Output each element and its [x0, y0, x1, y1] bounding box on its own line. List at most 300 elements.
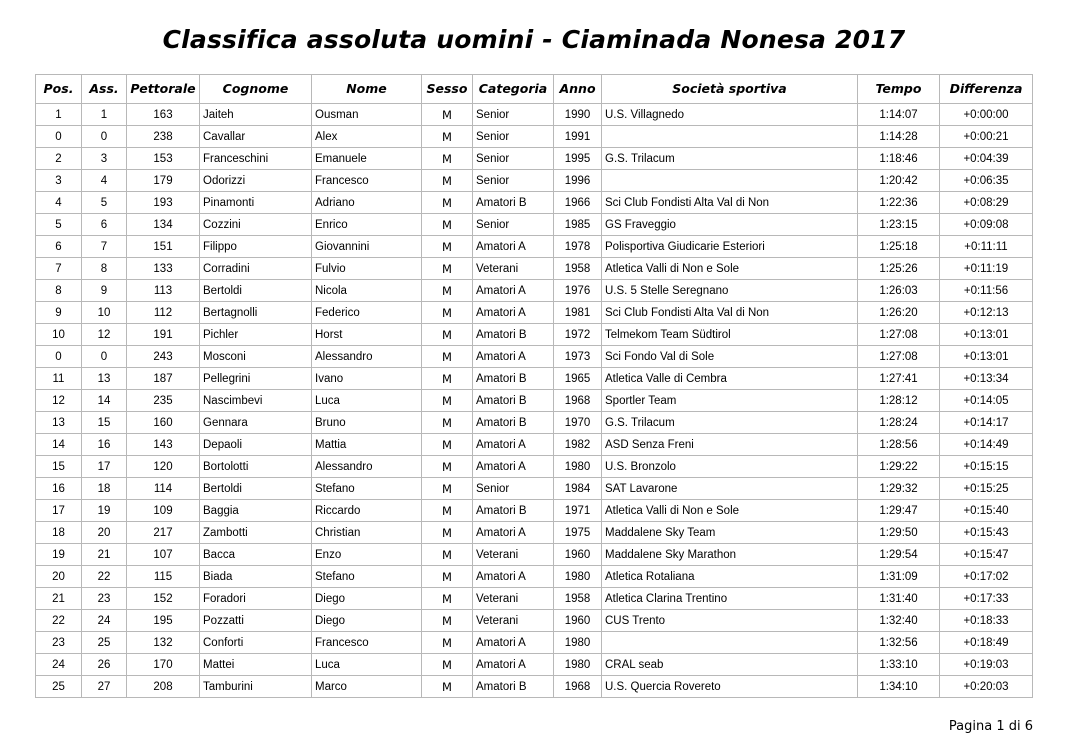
- cell-pettorale: 208: [127, 676, 200, 698]
- table-row: [36, 126, 1033, 148]
- cell-nome: Federico: [312, 302, 422, 324]
- table-row: [36, 324, 1033, 346]
- cell-categoria: Veterani: [473, 544, 554, 566]
- table-row: [36, 214, 1033, 236]
- cell-differenza: +0:08:29: [940, 192, 1033, 214]
- cell-differenza: +0:18:49: [940, 632, 1033, 654]
- cell-societa: [602, 170, 858, 192]
- cell-societa: Atletica Valli di Non e Sole: [602, 500, 858, 522]
- table-row: [36, 170, 1033, 192]
- cell-nome: Alessandro: [312, 456, 422, 478]
- table-row: [36, 258, 1033, 280]
- table-row: [36, 500, 1033, 522]
- cell-tempo: 1:31:09: [858, 566, 940, 588]
- cell-societa: [602, 632, 858, 654]
- cell-sesso: M: [422, 478, 473, 500]
- cell-sesso: M: [422, 632, 473, 654]
- cell-cognome: Nascimbevi: [200, 390, 312, 412]
- cell-anno: 1971: [554, 500, 602, 522]
- cell-nome: Alex: [312, 126, 422, 148]
- cell-pettorale: 113: [127, 280, 200, 302]
- page-title: Classifica assoluta uomini - Ciaminada Nonesa 2017: [162, 25, 906, 54]
- cell-cognome: Mattei: [200, 654, 312, 676]
- cell-cognome: Conforti: [200, 632, 312, 654]
- cell-ass: 0: [82, 126, 127, 148]
- cell-differenza: +0:15:43: [940, 522, 1033, 544]
- cell-cognome: Filippo: [200, 236, 312, 258]
- cell-cognome: Foradori: [200, 588, 312, 610]
- cell-cognome: Jaiteh: [200, 104, 312, 126]
- cell-tempo: 1:31:40: [858, 588, 940, 610]
- cell-ass: 24: [82, 610, 127, 632]
- cell-cognome: Bertoldi: [200, 280, 312, 302]
- cell-ass: 9: [82, 280, 127, 302]
- results-body: [36, 104, 1033, 698]
- cell-anno: 1960: [554, 544, 602, 566]
- cell-categoria: Amatori B: [473, 412, 554, 434]
- cell-differenza: +0:18:33: [940, 610, 1033, 632]
- cell-ass: 17: [82, 456, 127, 478]
- cell-ass: 26: [82, 654, 127, 676]
- cell-pos: 7: [36, 258, 82, 280]
- cell-cognome: Pichler: [200, 324, 312, 346]
- cell-pos: 16: [36, 478, 82, 500]
- cell-societa: Atletica Valle di Cembra: [602, 368, 858, 390]
- cell-pettorale: 163: [127, 104, 200, 126]
- cell-pos: 14: [36, 434, 82, 456]
- cell-sesso: M: [422, 368, 473, 390]
- cell-differenza: +0:15:25: [940, 478, 1033, 500]
- cell-cognome: Pinamonti: [200, 192, 312, 214]
- cell-cognome: Mosconi: [200, 346, 312, 368]
- cell-pettorale: 238: [127, 126, 200, 148]
- cell-pos: 9: [36, 302, 82, 324]
- table-row: [36, 390, 1033, 412]
- cell-anno: 1970: [554, 412, 602, 434]
- cell-pos: 23: [36, 632, 82, 654]
- cell-ass: 16: [82, 434, 127, 456]
- cell-differenza: +0:14:17: [940, 412, 1033, 434]
- cell-nome: Nicola: [312, 280, 422, 302]
- cell-categoria: Amatori A: [473, 302, 554, 324]
- cell-pos: 10: [36, 324, 82, 346]
- header-pettorale: Pettorale: [127, 75, 200, 104]
- cell-pos: 22: [36, 610, 82, 632]
- cell-categoria: Amatori B: [473, 324, 554, 346]
- cell-pos: 5: [36, 214, 82, 236]
- table-row: [36, 280, 1033, 302]
- cell-nome: Enzo: [312, 544, 422, 566]
- cell-pettorale: 193: [127, 192, 200, 214]
- cell-anno: 1981: [554, 302, 602, 324]
- cell-differenza: +0:15:15: [940, 456, 1033, 478]
- cell-pettorale: 153: [127, 148, 200, 170]
- table-header-row: [36, 75, 1033, 104]
- table-row: [36, 104, 1033, 126]
- cell-pettorale: 235: [127, 390, 200, 412]
- cell-sesso: M: [422, 236, 473, 258]
- cell-nome: Fulvio: [312, 258, 422, 280]
- cell-anno: 1968: [554, 390, 602, 412]
- table-row: [36, 478, 1033, 500]
- cell-ass: 23: [82, 588, 127, 610]
- cell-societa: G.S. Trilacum: [602, 148, 858, 170]
- cell-societa: Telmekom Team Südtirol: [602, 324, 858, 346]
- table-row: [36, 522, 1033, 544]
- table-row: [36, 456, 1033, 478]
- cell-nome: Ousman: [312, 104, 422, 126]
- cell-anno: 1996: [554, 170, 602, 192]
- cell-pettorale: 191: [127, 324, 200, 346]
- cell-pos: 3: [36, 170, 82, 192]
- cell-cognome: Bertagnolli: [200, 302, 312, 324]
- cell-nome: Francesco: [312, 170, 422, 192]
- cell-differenza: +0:11:11: [940, 236, 1033, 258]
- cell-ass: 22: [82, 566, 127, 588]
- cell-differenza: +0:14:49: [940, 434, 1033, 456]
- table-row: [36, 610, 1033, 632]
- cell-differenza: +0:09:08: [940, 214, 1033, 236]
- cell-ass: 8: [82, 258, 127, 280]
- cell-nome: Enrico: [312, 214, 422, 236]
- table-row: [36, 654, 1033, 676]
- cell-nome: Francesco: [312, 632, 422, 654]
- cell-ass: 20: [82, 522, 127, 544]
- cell-sesso: M: [422, 456, 473, 478]
- cell-tempo: 1:27:08: [858, 346, 940, 368]
- cell-societa: Atletica Clarina Trentino: [602, 588, 858, 610]
- cell-anno: 1976: [554, 280, 602, 302]
- cell-nome: Stefano: [312, 478, 422, 500]
- cell-anno: 1980: [554, 566, 602, 588]
- table-row: [36, 412, 1033, 434]
- cell-pos: 17: [36, 500, 82, 522]
- cell-cognome: Cavallar: [200, 126, 312, 148]
- cell-ass: 19: [82, 500, 127, 522]
- table-row: [36, 566, 1033, 588]
- cell-categoria: Senior: [473, 104, 554, 126]
- cell-categoria: Amatori B: [473, 676, 554, 698]
- cell-sesso: M: [422, 500, 473, 522]
- cell-pos: 19: [36, 544, 82, 566]
- cell-pettorale: 132: [127, 632, 200, 654]
- cell-ass: 12: [82, 324, 127, 346]
- cell-nome: Luca: [312, 390, 422, 412]
- header-cognome: Cognome: [200, 75, 312, 104]
- cell-cognome: Bertoldi: [200, 478, 312, 500]
- cell-pettorale: 170: [127, 654, 200, 676]
- cell-cognome: Zambotti: [200, 522, 312, 544]
- cell-categoria: Amatori B: [473, 192, 554, 214]
- cell-pos: 0: [36, 126, 82, 148]
- cell-categoria: Amatori A: [473, 522, 554, 544]
- cell-tempo: 1:32:40: [858, 610, 940, 632]
- cell-cognome: Odorizzi: [200, 170, 312, 192]
- cell-sesso: M: [422, 610, 473, 632]
- cell-nome: Diego: [312, 610, 422, 632]
- cell-nome: Giovannini: [312, 236, 422, 258]
- table-row: [36, 148, 1033, 170]
- cell-differenza: +0:11:19: [940, 258, 1033, 280]
- header-sesso: Sesso: [422, 75, 473, 104]
- cell-pos: 24: [36, 654, 82, 676]
- header-pos: Pos.: [36, 75, 82, 104]
- cell-anno: 1982: [554, 434, 602, 456]
- cell-anno: 1958: [554, 258, 602, 280]
- cell-sesso: M: [422, 126, 473, 148]
- cell-pos: 25: [36, 676, 82, 698]
- cell-pos: 2: [36, 148, 82, 170]
- cell-societa: ASD Senza Freni: [602, 434, 858, 456]
- cell-differenza: +0:12:13: [940, 302, 1033, 324]
- cell-nome: Christian: [312, 522, 422, 544]
- cell-categoria: Senior: [473, 148, 554, 170]
- cell-categoria: Amatori A: [473, 654, 554, 676]
- cell-categoria: Amatori A: [473, 236, 554, 258]
- cell-tempo: 1:14:07: [858, 104, 940, 126]
- cell-pos: 13: [36, 412, 82, 434]
- cell-nome: Ivano: [312, 368, 422, 390]
- cell-anno: 1980: [554, 456, 602, 478]
- cell-anno: 1991: [554, 126, 602, 148]
- cell-sesso: M: [422, 654, 473, 676]
- table-row: [36, 544, 1033, 566]
- table-row: [36, 632, 1033, 654]
- cell-differenza: +0:04:39: [940, 148, 1033, 170]
- cell-differenza: +0:19:03: [940, 654, 1033, 676]
- cell-nome: Bruno: [312, 412, 422, 434]
- cell-ass: 18: [82, 478, 127, 500]
- cell-cognome: Cozzini: [200, 214, 312, 236]
- cell-tempo: 1:27:41: [858, 368, 940, 390]
- cell-societa: U.S. Villagnedo: [602, 104, 858, 126]
- table-row: [36, 434, 1033, 456]
- cell-pettorale: 134: [127, 214, 200, 236]
- cell-differenza: +0:17:33: [940, 588, 1033, 610]
- cell-sesso: M: [422, 346, 473, 368]
- cell-pettorale: 217: [127, 522, 200, 544]
- cell-differenza: +0:14:05: [940, 390, 1033, 412]
- cell-pettorale: 112: [127, 302, 200, 324]
- cell-sesso: M: [422, 192, 473, 214]
- table-row: [36, 192, 1033, 214]
- cell-sesso: M: [422, 214, 473, 236]
- cell-societa: GS Fraveggio: [602, 214, 858, 236]
- cell-categoria: Amatori A: [473, 434, 554, 456]
- cell-differenza: +0:15:47: [940, 544, 1033, 566]
- cell-categoria: Amatori A: [473, 566, 554, 588]
- cell-ass: 5: [82, 192, 127, 214]
- header-nome: Nome: [312, 75, 422, 104]
- cell-sesso: M: [422, 544, 473, 566]
- cell-differenza: +0:00:00: [940, 104, 1033, 126]
- header-categoria: Categoria: [473, 75, 554, 104]
- cell-pos: 0: [36, 346, 82, 368]
- page-number: Pagina 1 di 6: [948, 719, 1033, 734]
- cell-anno: 1972: [554, 324, 602, 346]
- cell-nome: Luca: [312, 654, 422, 676]
- cell-categoria: Amatori A: [473, 456, 554, 478]
- cell-differenza: +0:13:01: [940, 324, 1033, 346]
- cell-tempo: 1:29:47: [858, 500, 940, 522]
- cell-nome: Mattia: [312, 434, 422, 456]
- cell-societa: [602, 126, 858, 148]
- cell-societa: CUS Trento: [602, 610, 858, 632]
- cell-tempo: 1:20:42: [858, 170, 940, 192]
- cell-cognome: Corradini: [200, 258, 312, 280]
- cell-categoria: Amatori B: [473, 390, 554, 412]
- cell-categoria: Senior: [473, 170, 554, 192]
- cell-tempo: 1:29:54: [858, 544, 940, 566]
- cell-anno: 1975: [554, 522, 602, 544]
- cell-sesso: M: [422, 170, 473, 192]
- cell-tempo: 1:29:22: [858, 456, 940, 478]
- cell-cognome: Pozzatti: [200, 610, 312, 632]
- header-ass: Ass.: [82, 75, 127, 104]
- cell-tempo: 1:22:36: [858, 192, 940, 214]
- cell-sesso: M: [422, 104, 473, 126]
- header-differenza: Differenza: [940, 75, 1033, 104]
- cell-anno: 1984: [554, 478, 602, 500]
- cell-cognome: Pellegrini: [200, 368, 312, 390]
- cell-pos: 4: [36, 192, 82, 214]
- cell-societa: U.S. Bronzolo: [602, 456, 858, 478]
- cell-pettorale: 115: [127, 566, 200, 588]
- cell-pettorale: 187: [127, 368, 200, 390]
- cell-cognome: Bortolotti: [200, 456, 312, 478]
- cell-anno: 1958: [554, 588, 602, 610]
- cell-categoria: Senior: [473, 214, 554, 236]
- cell-tempo: 1:29:50: [858, 522, 940, 544]
- cell-societa: Polisportiva Giudicarie Esteriori: [602, 236, 858, 258]
- cell-societa: U.S. Quercia Rovereto: [602, 676, 858, 698]
- cell-pettorale: 160: [127, 412, 200, 434]
- cell-nome: Adriano: [312, 192, 422, 214]
- table-row: [36, 346, 1033, 368]
- cell-anno: 1980: [554, 632, 602, 654]
- cell-anno: 1973: [554, 346, 602, 368]
- header-tempo: Tempo: [858, 75, 940, 104]
- cell-tempo: 1:27:08: [858, 324, 940, 346]
- cell-pettorale: 143: [127, 434, 200, 456]
- cell-ass: 0: [82, 346, 127, 368]
- cell-sesso: M: [422, 566, 473, 588]
- cell-societa: CRAL seab: [602, 654, 858, 676]
- cell-cognome: Baggia: [200, 500, 312, 522]
- table-row: [36, 588, 1033, 610]
- cell-sesso: M: [422, 390, 473, 412]
- cell-tempo: 1:26:20: [858, 302, 940, 324]
- cell-sesso: M: [422, 412, 473, 434]
- cell-tempo: 1:23:15: [858, 214, 940, 236]
- cell-cognome: Gennara: [200, 412, 312, 434]
- cell-tempo: 1:26:03: [858, 280, 940, 302]
- cell-pettorale: 151: [127, 236, 200, 258]
- cell-pettorale: 114: [127, 478, 200, 500]
- cell-pos: 18: [36, 522, 82, 544]
- cell-categoria: Veterani: [473, 588, 554, 610]
- cell-anno: 1968: [554, 676, 602, 698]
- cell-ass: 4: [82, 170, 127, 192]
- cell-categoria: Senior: [473, 126, 554, 148]
- results-table: [35, 74, 1033, 698]
- cell-sesso: M: [422, 324, 473, 346]
- cell-pettorale: 120: [127, 456, 200, 478]
- cell-anno: 1980: [554, 654, 602, 676]
- cell-pos: 1: [36, 104, 82, 126]
- cell-ass: 6: [82, 214, 127, 236]
- cell-ass: 10: [82, 302, 127, 324]
- cell-nome: Stefano: [312, 566, 422, 588]
- cell-anno: 1985: [554, 214, 602, 236]
- cell-societa: SAT Lavarone: [602, 478, 858, 500]
- cell-societa: Maddalene Sky Marathon: [602, 544, 858, 566]
- cell-pos: 12: [36, 390, 82, 412]
- cell-differenza: +0:13:34: [940, 368, 1033, 390]
- cell-tempo: 1:33:10: [858, 654, 940, 676]
- cell-sesso: M: [422, 148, 473, 170]
- cell-nome: Marco: [312, 676, 422, 698]
- cell-categoria: Amatori B: [473, 500, 554, 522]
- cell-anno: 1966: [554, 192, 602, 214]
- cell-societa: U.S. 5 Stelle Seregnano: [602, 280, 858, 302]
- cell-tempo: 1:18:46: [858, 148, 940, 170]
- cell-pettorale: 152: [127, 588, 200, 610]
- cell-differenza: +0:00:21: [940, 126, 1033, 148]
- cell-nome: Emanuele: [312, 148, 422, 170]
- table-row: [36, 676, 1033, 698]
- cell-categoria: Amatori A: [473, 280, 554, 302]
- cell-pettorale: 109: [127, 500, 200, 522]
- cell-categoria: Veterani: [473, 258, 554, 280]
- cell-ass: 3: [82, 148, 127, 170]
- cell-pettorale: 195: [127, 610, 200, 632]
- cell-differenza: +0:17:02: [940, 566, 1033, 588]
- cell-sesso: M: [422, 302, 473, 324]
- cell-ass: 13: [82, 368, 127, 390]
- cell-categoria: Amatori A: [473, 632, 554, 654]
- cell-societa: Sci Club Fondisti Alta Val di Non: [602, 192, 858, 214]
- cell-ass: 1: [82, 104, 127, 126]
- cell-societa: Atletica Rotaliana: [602, 566, 858, 588]
- cell-nome: Diego: [312, 588, 422, 610]
- cell-categoria: Amatori B: [473, 368, 554, 390]
- cell-ass: 15: [82, 412, 127, 434]
- cell-categoria: Veterani: [473, 610, 554, 632]
- cell-anno: 1960: [554, 610, 602, 632]
- cell-differenza: +0:11:56: [940, 280, 1033, 302]
- cell-differenza: +0:13:01: [940, 346, 1033, 368]
- cell-ass: 27: [82, 676, 127, 698]
- cell-tempo: 1:25:26: [858, 258, 940, 280]
- cell-pos: 20: [36, 566, 82, 588]
- cell-tempo: 1:32:56: [858, 632, 940, 654]
- cell-sesso: M: [422, 676, 473, 698]
- cell-nome: Horst: [312, 324, 422, 346]
- header-societa: Società sportiva: [602, 75, 858, 104]
- cell-pos: 21: [36, 588, 82, 610]
- cell-pos: 6: [36, 236, 82, 258]
- cell-categoria: Senior: [473, 478, 554, 500]
- cell-pos: 15: [36, 456, 82, 478]
- cell-tempo: 1:14:28: [858, 126, 940, 148]
- cell-societa: Maddalene Sky Team: [602, 522, 858, 544]
- cell-tempo: 1:29:32: [858, 478, 940, 500]
- header-anno: Anno: [554, 75, 602, 104]
- cell-pettorale: 243: [127, 346, 200, 368]
- cell-societa: Sci Club Fondisti Alta Val di Non: [602, 302, 858, 324]
- cell-tempo: 1:34:10: [858, 676, 940, 698]
